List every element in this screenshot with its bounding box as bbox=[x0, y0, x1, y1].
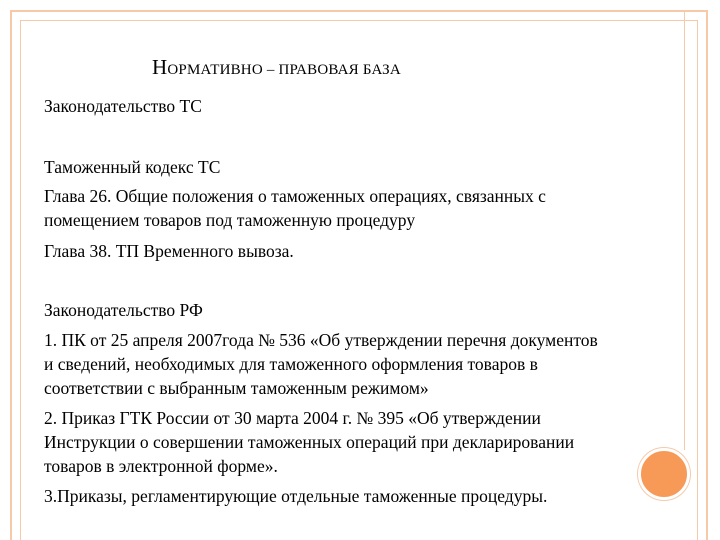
text-line-item-1: 1. ПК от 25 апреля 2007года № 536 «Об утверждении перечня документов bbox=[44, 330, 598, 350]
text-line-item-2-cont-a: Инструкции о совершении таможенных операций при декларировании bbox=[44, 432, 575, 452]
text-line-item-1-cont-b: соответствии с выбранным таможенным режимом» bbox=[44, 378, 429, 398]
text-line-customs-code: Таможенный кодекс ТС bbox=[44, 157, 221, 177]
text-line-ts-legislation: Законодательство ТС bbox=[44, 96, 202, 116]
text-line-item-2-cont-b: товаров в электронной форме». bbox=[44, 456, 278, 476]
decorative-circle bbox=[638, 448, 690, 500]
text-line-chapter-26-cont: помещением товаров под таможенную процедуру bbox=[44, 210, 416, 230]
text-line-chapter-38: Глава 38. ТП Временного вывоза. bbox=[44, 241, 294, 261]
title-rest: ОРМАТИВНО – ПРАВОВАЯ БАЗА bbox=[167, 62, 401, 78]
text-line-rf-legislation: Законодательство РФ bbox=[44, 300, 203, 320]
text-line-item-2: 2. Приказ ГТК России от 30 марта 2004 г. № 395 «Об утверждении bbox=[44, 408, 541, 428]
text-line-item-1-cont-a: и сведений, необходимых для таможенного оформления товаров в bbox=[44, 354, 538, 374]
text-line-chapter-26: Глава 26. Общие положения о таможенных операциях, связанных с bbox=[44, 186, 546, 206]
text-line-item-3: 3.Приказы, регламентирующие отдельные таможенные процедуры. bbox=[44, 486, 548, 506]
title-first-letter: Н bbox=[152, 55, 168, 79]
slide-side-line bbox=[684, 10, 685, 450]
slide-title bbox=[152, 55, 401, 80]
